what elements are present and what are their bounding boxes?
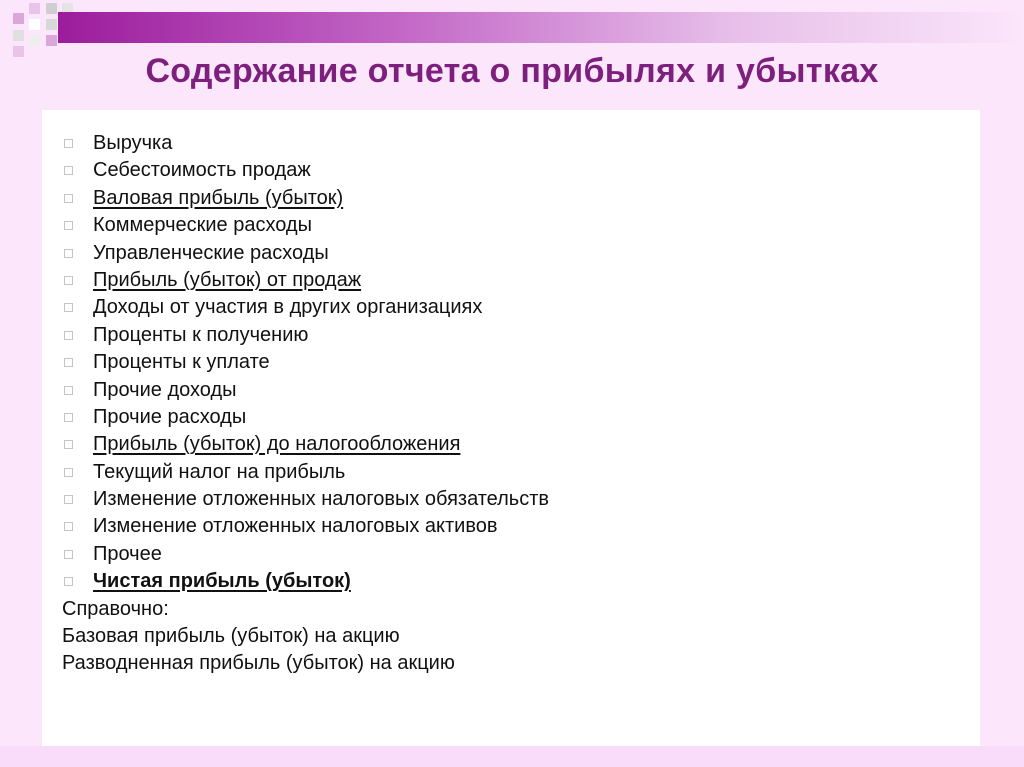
list-item <box>62 431 549 458</box>
list-item <box>62 185 549 212</box>
list-item-text: Справочно: <box>62 597 169 620</box>
square-bullet-icon <box>64 194 73 203</box>
header-gradient-bar <box>58 12 1024 43</box>
square-bullet-icon <box>64 358 73 367</box>
list-item-text: Проценты к уплате <box>93 351 270 374</box>
list-item-text: Разводненная прибыль (убыток) на акцию <box>62 652 455 675</box>
list-item-text: Базовая прибыль (убыток) на акцию <box>62 625 400 648</box>
square-bullet-icon <box>64 577 73 586</box>
list-item <box>62 240 549 267</box>
bottom-strip <box>0 746 1024 767</box>
square-bullet-icon <box>64 440 73 449</box>
list-item <box>62 404 549 431</box>
square-bullet-icon <box>64 468 73 477</box>
square-bullet-icon <box>64 413 73 422</box>
square-bullet-icon <box>64 249 73 258</box>
list-item <box>62 157 549 184</box>
list-item <box>62 459 549 486</box>
list-item-text: Проценты к получению <box>93 323 309 346</box>
list-item <box>62 130 549 157</box>
square-bullet-icon <box>64 331 73 340</box>
list-item <box>62 541 549 568</box>
square-bullet-icon <box>64 166 73 175</box>
square-bullet-icon <box>64 522 73 531</box>
list-item-text: Прочие расходы <box>93 405 247 428</box>
slide-title: Содержание отчета о прибылях и убытках <box>145 52 879 90</box>
reference-line <box>62 596 549 623</box>
square-bullet-icon <box>64 221 73 230</box>
list-item-text: Прочие доходы <box>93 378 237 401</box>
square-bullet-icon <box>64 495 73 504</box>
list-item-text: Доходы от участия в других организациях <box>93 296 483 319</box>
list-item <box>62 349 549 376</box>
square-bullet-icon <box>64 276 73 285</box>
list-item-text: Выручка <box>93 132 173 154</box>
list-item-text: Изменение отложенных налоговых активов <box>93 515 498 538</box>
list-item-text: Изменение отложенных налоговых обязательств <box>93 488 550 511</box>
list-item-text: Прочее <box>93 542 162 565</box>
square-bullet-icon <box>64 139 73 148</box>
list-item <box>62 568 549 595</box>
report-items-list <box>62 130 549 678</box>
list-item-text: Текущий налог на прибыль <box>93 460 346 483</box>
list-item-text: Прибыль (убыток) от продаж <box>93 268 362 291</box>
list-item <box>62 513 549 540</box>
list-item-text: Коммерческие расходы <box>93 214 312 237</box>
list-item-text: Валовая прибыль (убыток) <box>93 186 344 209</box>
list-item <box>62 486 549 513</box>
square-bullet-icon <box>64 303 73 312</box>
list-item-text: Себестоимость продаж <box>93 159 311 182</box>
list-item-text: Управленческие расходы <box>93 241 329 264</box>
list-item <box>62 377 549 404</box>
content-panel <box>42 110 980 746</box>
list-item-text: Прибыль (убыток) до налогообложения <box>93 433 461 456</box>
square-bullet-icon <box>64 550 73 559</box>
square-bullet-icon <box>64 386 73 395</box>
list-item <box>62 322 549 349</box>
reference-line <box>62 650 549 677</box>
list-item-text: Чистая прибыль (убыток) <box>93 570 351 593</box>
reference-line <box>62 623 549 650</box>
list-item <box>62 294 549 321</box>
list-item <box>62 267 549 294</box>
list-item <box>62 212 549 239</box>
